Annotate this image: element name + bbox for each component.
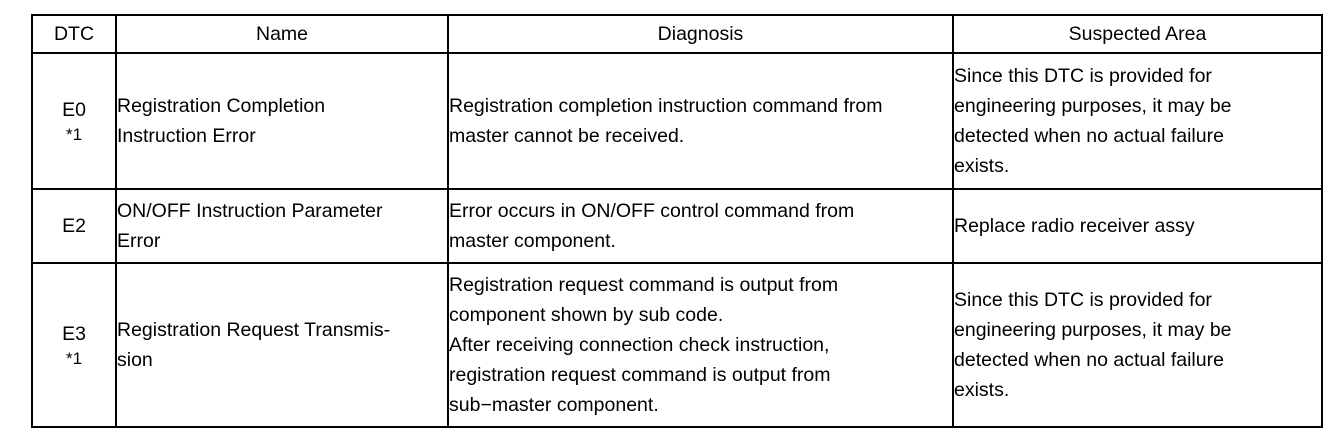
table-row [32,53,1322,189]
header-suspected-area: Suspected Area [953,15,1322,53]
suspected-area-cell [953,189,1322,263]
suspected-area-line: Replace radio receiver assy [954,215,1195,237]
table-row [32,189,1322,263]
diagnosis-cell [448,53,953,189]
suspected-area-line: Since this DTC is provided for [954,65,1212,87]
name-line: Error [117,230,161,252]
diagnosis-line: component shown by sub code. [449,304,724,326]
suspected-area-line: exists. [954,155,1010,177]
diagnosis-line: Registration request command is output from [449,274,839,296]
suspected-area-cell [953,53,1322,189]
name-line: sion [117,349,153,371]
suspected-area-line: detected when no actual failure [954,349,1224,371]
header-dtc: DTC [32,15,116,53]
name-line: Registration Request Transmis- [117,319,391,341]
diagnosis-line: After receiving connection check instruction, [449,334,830,356]
name-cell [116,263,448,427]
suspected-area-line: Since this DTC is provided for [954,289,1212,311]
suspected-area-line: engineering purposes, it may be [954,95,1232,117]
table-row [32,263,1322,427]
diagnosis-cell [448,189,953,263]
dtc-code: E0 [62,99,86,121]
table-header-row [32,15,1322,53]
diagnosis-cell [448,263,953,427]
name-cell [116,189,448,263]
suspected-area-line: detected when no actual failure [954,125,1224,147]
name-cell [116,53,448,189]
diagnosis-line: master cannot be received. [449,125,685,147]
header-name: Name [116,15,448,53]
dtc-footnote-mark: *1 [65,349,83,368]
suspected-area-cell [953,263,1322,427]
name-line: ON/OFF Instruction Parameter [117,200,383,222]
dtc-table [31,14,1323,428]
dtc-cell [32,263,116,427]
diagnosis-line: Registration completion instruction command from [449,95,883,117]
name-line: Registration Completion [117,95,326,117]
suspected-area-line: engineering purposes, it may be [954,319,1232,341]
suspected-area-line: exists. [954,379,1010,401]
dtc-cell [32,53,116,189]
diagnosis-line: master component. [449,230,616,252]
diagnosis-line: Error occurs in ON/OFF control command from [449,200,855,222]
header-diagnosis: Diagnosis [448,15,953,53]
name-line: Instruction Error [117,125,256,147]
diagnosis-line: registration request command is output from [449,364,831,386]
dtc-cell [32,189,116,263]
diagnosis-line: sub−master component. [449,394,659,416]
dtc-code: E3 [62,323,86,345]
dtc-footnote-mark: *1 [65,125,83,144]
dtc-code: E2 [62,215,86,237]
